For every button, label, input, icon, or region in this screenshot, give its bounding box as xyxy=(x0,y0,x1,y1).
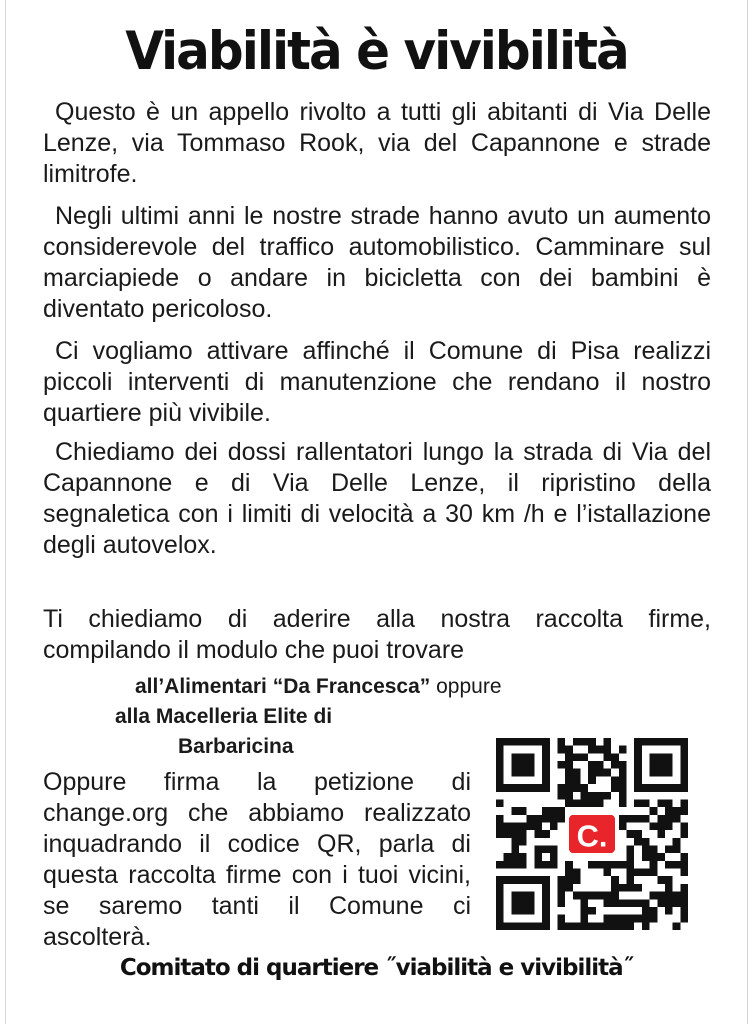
qr-module xyxy=(565,876,573,884)
qr-module xyxy=(650,822,658,830)
qr-module xyxy=(550,846,558,854)
traffic-paragraph: Negli ultimi anni le nostre strade hanno avuto un aumento considerevole del traffico automobilistico. Camminare sul marciapiede o andare in bicicletta con dei bambini è diventato pericoloso. xyxy=(43,202,711,323)
qr-module xyxy=(642,907,650,915)
qr-module xyxy=(665,884,673,892)
qr-module xyxy=(642,853,650,861)
qr-module xyxy=(580,792,588,800)
qr-module xyxy=(650,846,658,854)
qr-module xyxy=(565,784,573,792)
qr-module xyxy=(665,899,673,907)
qr-module xyxy=(665,876,673,884)
qr-module xyxy=(680,861,688,869)
signature-paragraph: Ti chiediamo di aderire alla nostra raccolta firme, compilando il modulo che puoi trovare xyxy=(43,605,711,664)
qr-module xyxy=(680,853,688,861)
qr-module xyxy=(565,861,573,869)
qr-module xyxy=(588,907,596,915)
qr-module xyxy=(665,815,673,823)
oppure-text: oppure xyxy=(430,675,502,698)
qr-module xyxy=(673,899,681,907)
qr-module xyxy=(657,799,665,807)
qr-module xyxy=(611,753,619,761)
qr-module xyxy=(565,922,573,930)
qr-module xyxy=(627,876,635,884)
qr-module xyxy=(511,807,519,815)
qr-finder-top-left xyxy=(496,738,550,792)
qr-module xyxy=(680,884,688,892)
qr-module xyxy=(557,815,565,823)
qr-module xyxy=(634,869,642,877)
qr-module xyxy=(565,753,573,761)
qr-module xyxy=(657,876,665,884)
qr-module xyxy=(573,753,581,761)
qr-module xyxy=(673,892,681,900)
qr-module xyxy=(619,769,627,777)
qr-module xyxy=(504,830,512,838)
qr-module xyxy=(511,846,519,854)
qr-module xyxy=(573,738,581,746)
qr-module xyxy=(650,869,658,877)
intro-paragraph: Questo è un appello rivolto a tutti gli abitanti di Via Delle Lenze, via Tommaso Rook, via del Capannone e strade limitrofe. xyxy=(43,98,711,188)
qr-finder-top-right xyxy=(634,738,688,792)
qr-module xyxy=(573,922,581,930)
qr-module xyxy=(604,792,612,800)
qr-module xyxy=(680,899,688,907)
qr-module xyxy=(596,922,604,930)
qr-module xyxy=(665,907,673,915)
qr-module xyxy=(680,892,688,900)
qr-module xyxy=(627,830,635,838)
qr-module xyxy=(580,899,588,907)
qr-finder-bottom-left xyxy=(496,876,550,930)
qr-module xyxy=(596,892,604,900)
qr-module xyxy=(573,892,581,900)
qr-module xyxy=(511,838,519,846)
qr-module xyxy=(642,799,650,807)
qr-module xyxy=(588,799,596,807)
qr-module xyxy=(604,915,612,923)
qr-module xyxy=(627,899,635,907)
qr-module xyxy=(496,815,504,823)
qr-module xyxy=(627,853,635,861)
qr-module xyxy=(604,753,612,761)
qr-module xyxy=(542,807,550,815)
qr-module xyxy=(604,899,612,907)
location-line-alimentari xyxy=(135,673,502,701)
qr-module xyxy=(673,838,681,846)
qr-module xyxy=(542,815,550,823)
qr-module xyxy=(557,915,565,923)
qr-module xyxy=(611,884,619,892)
qr-module xyxy=(634,884,642,892)
qr-module xyxy=(611,899,619,907)
qr-code[interactable] xyxy=(496,738,688,930)
qr-module xyxy=(557,746,565,754)
qr-module xyxy=(680,869,688,877)
qr-module xyxy=(588,861,596,869)
qr-module xyxy=(580,907,588,915)
qr-module xyxy=(673,815,681,823)
qr-module xyxy=(657,853,665,861)
qr-module xyxy=(542,846,550,854)
qr-module xyxy=(519,830,527,838)
qr-module xyxy=(565,769,573,777)
qr-module xyxy=(627,869,635,877)
qr-module xyxy=(557,892,565,900)
qr-module xyxy=(542,830,550,838)
logo-text: C. xyxy=(576,818,608,854)
qr-module xyxy=(573,799,581,807)
qr-module xyxy=(665,861,673,869)
qr-module xyxy=(657,830,665,838)
petition-text: Oppure firma la petizione di change.org che abbiamo realizzato inquadrando il codice QR, parla di questa raccolta firme con i tuoi vicini, se saremo tanti il Comune ci ascolterà. xyxy=(43,768,471,951)
qr-module xyxy=(496,799,504,807)
qr-module xyxy=(642,899,650,907)
alimentari-name: all’Alimentari “Da Francesca” xyxy=(135,675,431,698)
qr-module xyxy=(611,761,619,769)
qr-module xyxy=(588,792,596,800)
qr-module xyxy=(619,822,627,830)
qr-module xyxy=(550,815,558,823)
qr-module xyxy=(534,815,542,823)
qr-module xyxy=(627,846,635,854)
qr-module xyxy=(619,861,627,869)
qr-module xyxy=(573,769,581,777)
qr-module xyxy=(496,861,504,869)
qr-module xyxy=(565,746,573,754)
qr-module xyxy=(511,830,519,838)
qr-module xyxy=(634,830,642,838)
qr-module xyxy=(542,861,550,869)
qr-module xyxy=(657,899,665,907)
qr-module xyxy=(611,784,619,792)
qr-module xyxy=(519,807,527,815)
qr-module xyxy=(627,922,635,930)
qr-module xyxy=(619,792,627,800)
qr-module xyxy=(504,853,512,861)
qr-module xyxy=(634,815,642,823)
qr-module xyxy=(550,853,558,861)
qr-module xyxy=(619,799,627,807)
qr-module xyxy=(642,838,650,846)
qr-module xyxy=(534,846,542,854)
qr-module xyxy=(534,861,542,869)
qr-module xyxy=(604,922,612,930)
qr-module xyxy=(534,853,542,861)
qr-module xyxy=(534,830,542,838)
qr-module xyxy=(596,799,604,807)
qr-module xyxy=(596,769,604,777)
qr-module xyxy=(557,899,565,907)
qr-module xyxy=(557,807,565,815)
macelleria-line-1: alla Macelleria Elite di xyxy=(115,705,333,728)
qr-module xyxy=(673,846,681,854)
qr-module xyxy=(527,822,535,830)
qr-module xyxy=(596,746,604,754)
qr-module xyxy=(611,876,619,884)
qr-module xyxy=(642,869,650,877)
qr-module xyxy=(611,922,619,930)
qr-module xyxy=(604,769,612,777)
qr-module xyxy=(557,784,565,792)
qr-module xyxy=(588,738,596,746)
qr-module xyxy=(588,769,596,777)
qr-module xyxy=(511,853,519,861)
qr-module xyxy=(611,861,619,869)
qr-module xyxy=(642,815,650,823)
qr-module xyxy=(627,915,635,923)
qr-module xyxy=(519,861,527,869)
page-title: Viabilità è vivibilità xyxy=(125,20,628,82)
qr-module xyxy=(665,807,673,815)
qr-module xyxy=(665,822,673,830)
qr-module xyxy=(580,915,588,923)
qr-module xyxy=(650,807,658,815)
qr-module xyxy=(519,838,527,846)
qr-module xyxy=(634,915,642,923)
qr-module xyxy=(496,830,504,838)
qr-module xyxy=(650,861,658,869)
qr-module xyxy=(634,799,642,807)
qr-module xyxy=(611,892,619,900)
qr-module xyxy=(619,915,627,923)
qr-module xyxy=(673,807,681,815)
qr-module xyxy=(680,830,688,838)
qr-module xyxy=(673,861,681,869)
qr-module xyxy=(627,884,635,892)
qr-module xyxy=(650,915,658,923)
action-paragraph: Ci vogliamo attivare affinché il Comune di Pisa realizzi piccoli interventi di manutenzione che rendano il nostro quartiere più vivibile. xyxy=(43,337,711,427)
qr-module xyxy=(657,815,665,823)
qr-module xyxy=(634,899,642,907)
qr-module xyxy=(680,822,688,830)
qr-module xyxy=(573,784,581,792)
qr-module xyxy=(634,838,642,846)
qr-module xyxy=(642,915,650,923)
qr-module xyxy=(557,792,565,800)
qr-module xyxy=(565,884,573,892)
qr-module xyxy=(588,761,596,769)
qr-module xyxy=(565,799,573,807)
qr-module xyxy=(680,907,688,915)
qr-module xyxy=(619,922,627,930)
qr-module xyxy=(619,884,627,892)
qr-module xyxy=(611,915,619,923)
qr-module xyxy=(619,784,627,792)
qr-module xyxy=(573,876,581,884)
qr-module xyxy=(557,738,565,746)
qr-module xyxy=(680,799,688,807)
qr-module xyxy=(565,776,573,784)
qr-module xyxy=(665,892,673,900)
qr-module xyxy=(519,853,527,861)
qr-module xyxy=(557,884,565,892)
qr-module xyxy=(596,861,604,869)
qr-module xyxy=(665,799,673,807)
qr-module xyxy=(550,807,558,815)
qr-module xyxy=(550,861,558,869)
qr-module xyxy=(504,861,512,869)
qr-module xyxy=(580,799,588,807)
qr-module xyxy=(565,792,573,800)
committee-signature: Comitato di quartiere ˝viabilità e vivibilità˝ xyxy=(119,955,634,981)
qr-module xyxy=(650,892,658,900)
qr-module xyxy=(611,776,619,784)
qr-module xyxy=(588,892,596,900)
qr-module xyxy=(580,784,588,792)
qr-module xyxy=(511,861,519,869)
macelleria-line-2: Barbaricina xyxy=(178,735,294,758)
change-org-logo-icon xyxy=(565,811,619,857)
qr-module xyxy=(580,738,588,746)
qr-module xyxy=(527,815,535,823)
qr-module xyxy=(596,792,604,800)
qr-module xyxy=(573,869,581,877)
qr-module xyxy=(580,892,588,900)
qr-module xyxy=(580,922,588,930)
qr-module xyxy=(565,761,573,769)
qr-module xyxy=(680,807,688,815)
qr-module xyxy=(596,761,604,769)
qr-module xyxy=(604,861,612,869)
qr-module xyxy=(557,761,565,769)
qr-module xyxy=(665,846,673,854)
qr-module xyxy=(496,822,504,830)
qr-module xyxy=(588,776,596,784)
qr-module xyxy=(657,892,665,900)
qr-module xyxy=(504,822,512,830)
qr-module xyxy=(604,738,612,746)
qr-module xyxy=(619,815,627,823)
qr-module xyxy=(619,776,627,784)
qr-module xyxy=(619,746,627,754)
qr-module xyxy=(650,907,658,915)
qr-module xyxy=(657,822,665,830)
requests-paragraph: Chiediamo dei dossi rallentatori lungo la strada di Via del Capannone e di Via Delle Lenze, il ripristino della segnaletica con i limiti di velocità a 30 km /h e l’istallazione degli autovelox. xyxy=(43,438,711,559)
qr-module xyxy=(642,922,650,930)
qr-module xyxy=(604,746,612,754)
qr-module xyxy=(557,922,565,930)
qr-module xyxy=(588,922,596,930)
qr-module xyxy=(650,853,658,861)
qr-module xyxy=(642,846,650,854)
qr-module xyxy=(680,915,688,923)
qr-module xyxy=(673,922,681,930)
qr-module xyxy=(619,899,627,907)
qr-module xyxy=(511,822,519,830)
qr-module xyxy=(580,753,588,761)
qr-module xyxy=(627,815,635,823)
qr-module xyxy=(534,822,542,830)
qr-module xyxy=(550,822,558,830)
qr-module xyxy=(604,869,612,877)
qr-module xyxy=(573,776,581,784)
qr-module xyxy=(557,876,565,884)
qr-module xyxy=(565,869,573,877)
qr-module xyxy=(588,746,596,754)
qr-module xyxy=(604,892,612,900)
qr-module xyxy=(519,822,527,830)
qr-module xyxy=(627,861,635,869)
qr-module xyxy=(619,761,627,769)
